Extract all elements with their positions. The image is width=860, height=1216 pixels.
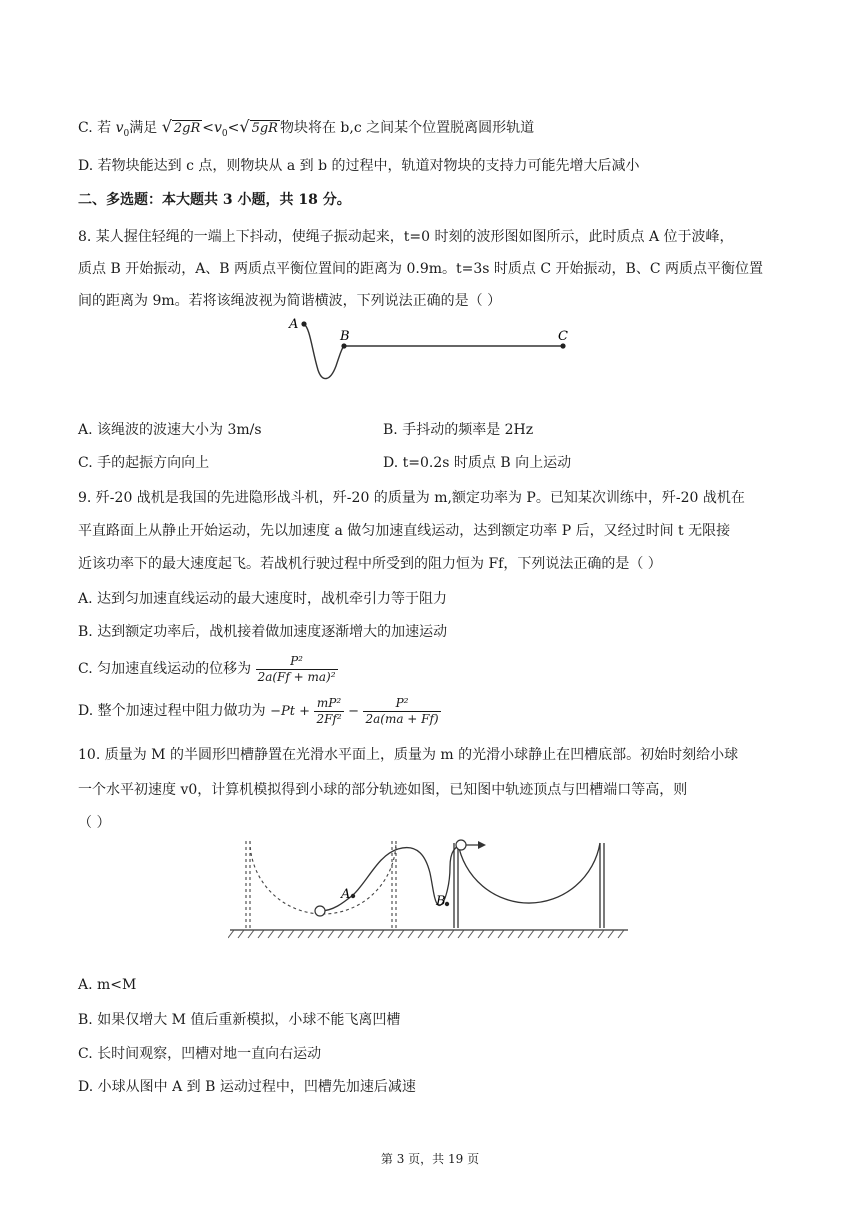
ball-start <box>315 906 325 916</box>
q8-wave-figure <box>280 310 580 390</box>
q7-optc-lt2: < <box>227 120 240 136</box>
q9-optc-denominator: 2a(Ff + ma)² <box>257 669 336 684</box>
q7-optc-mid: 满足 <box>129 120 158 136</box>
q8-option-b: B. 手抖动的频率是 2Hz <box>383 422 534 438</box>
q9-option-a: A. 达到匀加速直线运动的最大速度时，战机牵引力等于阻力 <box>78 591 448 607</box>
label-c: C <box>558 329 568 344</box>
q10-stem-line3: （ ） <box>78 815 111 831</box>
q7-option-d: D. 若物块能达到 c 点，则物块从 a 到 b 的过程中，轨道对物块的支持力可能先增大后减小 <box>78 158 640 174</box>
q7-optc-v0: v <box>115 120 124 136</box>
q9-optc-numerator: P² <box>256 654 338 670</box>
q9-optd-fraction2 <box>363 696 440 727</box>
sqrt-symbol: √ <box>239 117 250 136</box>
page-footer: 第 3 页，共 19 页 <box>380 1152 480 1166</box>
q9-optd-num1: mP² <box>314 696 343 712</box>
q8-option-c: C. 手的起振方向向上 <box>78 455 210 471</box>
q10-stem-line1: 10. 质量为 M 的半圆形凹槽静置在光滑水平面上，质量为 m 的光滑小球静止在凹槽底部。初始时刻给小球 <box>78 747 739 763</box>
q9-optd-text: D. 整个加速过程中阻力做功为 <box>78 703 266 719</box>
q10-trajectory-figure <box>228 835 633 945</box>
q9-optd-term1: −Pt + <box>270 704 310 719</box>
label-b: B <box>340 329 350 344</box>
q10-option-b: B. 如果仅增大 M 值后重新模拟，小球不能飞离凹槽 <box>78 1012 401 1028</box>
q9-optc-text: C. 匀加速直线运动的位移为 <box>78 661 252 677</box>
q10-option-a: A. m<M <box>78 977 137 993</box>
ground-hatch <box>228 930 624 938</box>
q9-option-d <box>78 692 441 731</box>
q8-stem-line2: 质点 B 开始振动，A、B 两质点平衡位置间的距离为 0.9m。t=3s 时质点 C 开始振动，B、C 两质点平衡位置 <box>78 261 763 277</box>
q9-optd-minus: − <box>348 704 360 719</box>
q9-optd-num2: P² <box>363 696 440 712</box>
final-groove-solid <box>454 843 604 928</box>
q9-stem-line1: 9. 歼-20 战机是我国的先进隐形战斗机，歼-20 的质量为 m,额定功率为 P。已知某次训练中，歼-20 战机在 <box>78 490 745 506</box>
label-a: A <box>341 887 351 902</box>
q7-optc-sqrt2: 5gR <box>251 121 278 136</box>
q10-option-d: D. 小球从图中 A 到 B 运动过程中，凹槽先加速后减速 <box>78 1079 416 1095</box>
q9-option-b: B. 达到额定功率后，战机接着做加速度逐渐增大的加速运动 <box>78 624 448 640</box>
point-a <box>351 894 355 898</box>
q9-option-c <box>78 650 338 688</box>
label-b: B <box>436 894 446 909</box>
q9-optd-den2: 2a(ma + Ff) <box>365 711 439 726</box>
ball-end <box>456 840 466 850</box>
q10-stem-line2: 一个水平初速度 v0，计算机模拟得到小球的部分轨迹如图，已知图中轨迹顶点与凹槽端口等高，则 <box>78 782 688 798</box>
q7-optc-v0-sub2: 0 <box>221 128 228 139</box>
q7-optc-sqrt1: 2gR <box>173 121 201 136</box>
sqrt-symbol: √ <box>161 117 172 136</box>
q8-stem-line3: 间的距离为 9m。若将该绳波视为简谐横波，下列说法正确的是（ ） <box>78 293 502 309</box>
q10-option-c: C. 长时间观察，凹槽对地一直向右运动 <box>78 1046 322 1062</box>
q8-stem-line1: 8. 某人握住轻绳的一端上下抖动，使绳子振动起来，t=0 时刻的波形图如图所示，此时质点 A 位于波峰， <box>78 229 734 245</box>
section-heading: 二、多选题：本大题共 3 小题，共 18 分。 <box>78 192 351 208</box>
q7-optc-v0-sub: 0 <box>123 128 130 139</box>
q9-optd-den1: 2Ff² <box>316 711 342 726</box>
q8-option-a: A. 该绳波的波速大小为 3m/s <box>78 422 262 438</box>
wave-curve <box>304 324 344 379</box>
q7-optc-suffix: 物块将在 b,c 之间某个位置脱离圆形轨道 <box>279 120 535 136</box>
q7-option-c <box>78 117 534 144</box>
q7-optc-lt1: <v <box>202 120 222 136</box>
q9-optd-fraction1 <box>314 696 343 727</box>
point-c <box>560 343 565 348</box>
q7-optc-prefix: C. 若 <box>78 120 116 136</box>
label-a: A <box>289 317 299 332</box>
exit-arrow-head <box>478 841 486 849</box>
q8-option-d: D. t=0.2s 时质点 B 向上运动 <box>383 455 572 471</box>
q9-stem-line2: 平直路面上从静止开始运动，先以加速度 a 做匀加速直线运动，达到额定功率 P 后，又经过时间 t 无限接 <box>78 523 731 539</box>
q9-optc-fraction <box>256 654 338 685</box>
q9-stem-line3: 近该功率下的最大速度起飞。若战机行驶过程中所受到的阻力恒为 Ff，下列说法正确的是（ ） <box>78 556 662 572</box>
point-a <box>301 321 306 326</box>
point-b <box>341 343 346 348</box>
